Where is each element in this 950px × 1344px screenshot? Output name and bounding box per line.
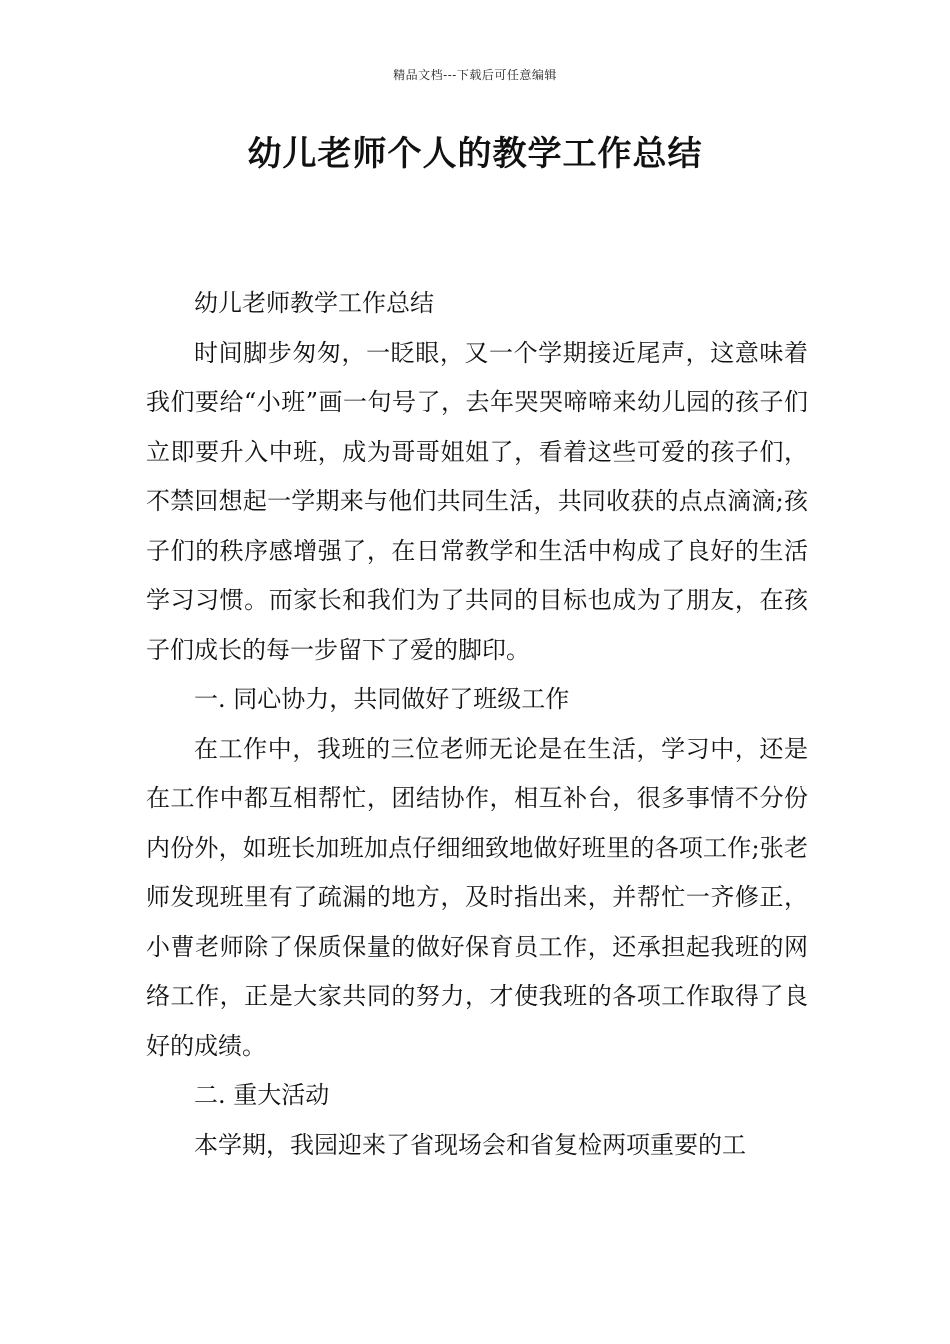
section-2-paragraph: 本学期，我园迎来了省现场会和省复检两项重要的工 bbox=[194, 1130, 746, 1159]
section-1-paragraph: 在工作中，我班的三位老师无论是在生活，学习中，还是在工作中都互相帮忙，团结协作，相互补台，很多事情不分份内份外，如班长加班加点仔细细致地做好班里的各项工作;张老师发现班里有了疏漏的地方，及时指出来，并帮忙一齐修正，小曹老师除了保质保量的做好保育员工作，还承担起我班的网络工作，正是大家共同的努力，才使我班的各项工作取得了良好的成绩。 bbox=[146, 734, 808, 1060]
document-title: 幼儿老师个人的教学工作总结 bbox=[247, 134, 703, 174]
section-heading-1: 一. 同心协力，共同做好了班级工作 bbox=[194, 685, 570, 713]
section-heading-2: 二. 重大活动 bbox=[194, 1081, 330, 1109]
document-body bbox=[146, 279, 808, 1170]
section-subtitle: 幼儿老师教学工作总结 bbox=[194, 289, 434, 317]
intro-paragraph: 时间脚步匆匆，一眨眼，又一个学期接近尾声，这意味着我们要给“小班”画一句号了，去年哭哭啼啼来幼儿园的孩子们立即要升入中班，成为哥哥姐姐了，看着这些可爱的孩子们，不禁回想起一学期来与他们共同生活，共同收获的点点滴滴;孩子们的秩序感增强了，在日常教学和生活中构成了良好的生活学习习惯。而家长和我们为了共同的目标也成为了朋友，在孩子们成长的每一步留下了爱的脚印。 bbox=[146, 338, 808, 664]
header-note: 精品文档---下载后可任意编辑 bbox=[393, 68, 557, 82]
